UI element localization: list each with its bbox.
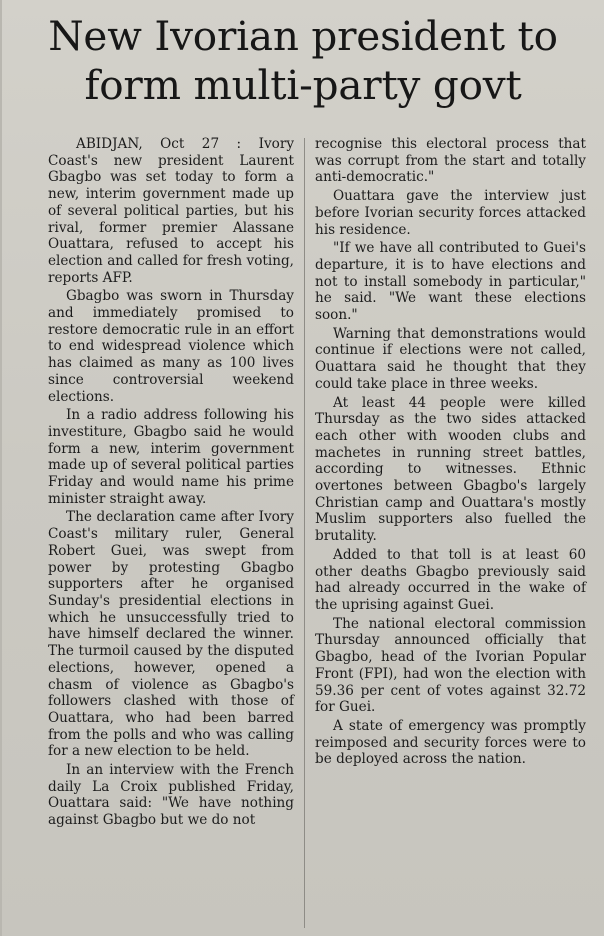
column-divider: [304, 138, 305, 928]
paragraph: recognise this electoral process that was corrupt from the start and totally anti-democratic.": [315, 136, 586, 186]
paragraph: The national electoral commission Thursday announced officially that Gbagbo, head of the Ivorian Popular Front (FPI), had won the election with 59.36 per cent of votes against 32.72 for Guei.: [315, 615, 586, 716]
paragraph: At least 44 people were killed Thursday as the two sides attacked each other with wooden clubs and machetes in running street battles, according to witnesses. Ethnic overtones between Gbagbo's largely Christian camp and Ouattara's mostly Muslim supporters also fuelled the brutality.: [315, 394, 586, 545]
paragraph: In a radio address following his investiture, Gbagbo said he would form a new, interim government made up of several political parties Friday and would name his prime minister straight away.: [48, 407, 294, 507]
paragraph: Warning that demonstrations would continue if elections were not called, Ouattara said he thought that they could take place in three weeks.: [315, 325, 586, 392]
paragraph: ABIDJAN, Oct 27 : Ivory Coast's new president Laurent Gbagbo was set today to form a new, interim government made up of several political parties, but his rival, former premier Alassane Ouattara, refused to accept his election and called for fresh voting, reports AFP.: [48, 136, 294, 286]
left-column: [48, 136, 294, 831]
paragraph: A state of emergency was promptly reimposed and security forces were to be deployed across the nation.: [315, 717, 586, 768]
headline-line-1: New Ivorian president to: [48, 12, 558, 60]
right-column: [315, 136, 586, 770]
paragraph: The declaration came after Ivory Coast's military ruler, General Robert Guei, was swept from power by protesting Gbagbo supporters after he organised Sunday's presidential elections in which he unsuccessfully tried to have himself declared the winner. The turmoil caused by the disputed elections, however, opened a chasm of violence as Gbagbo's followers clashed with those of Ouattara, who had been barred from the polls and who was calling for a new election to be held.: [48, 509, 294, 760]
paragraph: In an interview with the French daily La Croix published Friday, Ouattara said: "We have nothing against Gbagbo but we do not: [48, 762, 294, 829]
paragraph: Gbagbo was sworn in Thursday and immediately promised to restore democratic rule in an effort to end widespread violence which has claimed as many as 100 lives since controversial weekend elections.: [48, 288, 294, 405]
paragraph: Added to that toll is at least 60 other deaths Gbagbo previously said had already occurred in the wake of the uprising against Guei.: [315, 546, 586, 613]
headline-line-2: form multi-party govt: [84, 61, 522, 109]
paragraph: "If we have all contributed to Guei's departure, it is to have elections and not to install somebody in particular," he said. "We want these elections soon.": [315, 240, 586, 324]
headline: [2, 0, 604, 112]
paragraph: Ouattara gave the interview just before Ivorian security forces attacked his residence.: [315, 188, 586, 238]
